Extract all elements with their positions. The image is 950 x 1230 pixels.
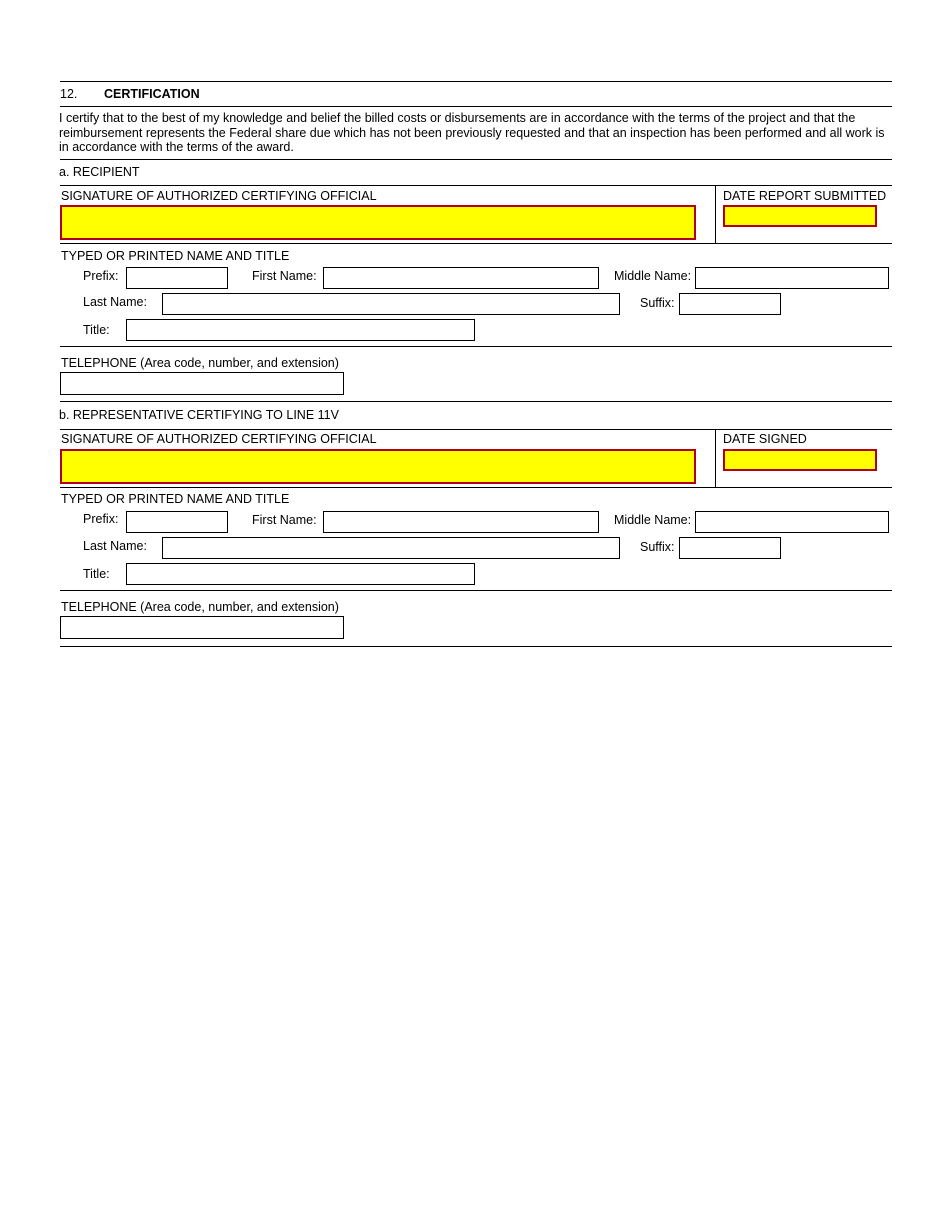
- recipient-name-title-label: TYPED OR PRINTED NAME AND TITLE: [61, 249, 290, 263]
- statement-rule: [60, 159, 892, 160]
- form-bottom-rule: [60, 646, 892, 647]
- representative-telephone-input[interactable]: [60, 616, 344, 639]
- certification-statement: I certify that to the best of my knowledge and belief the billed costs or disbursements are in accordance with the terms of the project and that the reimbursement represents the Federal share due which has not been previously requested and that an inspection has been performed and all work is in accordance with the terms of the award.: [59, 111, 885, 154]
- header-rule: [60, 106, 892, 107]
- recipient-title-label: Title:: [83, 323, 110, 337]
- recipient-first-name-input[interactable]: [323, 267, 599, 289]
- section-title: CERTIFICATION: [104, 87, 200, 101]
- representative-signature-rule: [60, 487, 892, 488]
- recipient-suffix-label: Suffix:: [640, 296, 675, 310]
- recipient-prefix-input[interactable]: [126, 267, 228, 289]
- representative-signature-field[interactable]: [60, 449, 696, 484]
- representative-suffix-input[interactable]: [679, 537, 781, 559]
- section-number: 12.: [60, 87, 78, 101]
- recipient-telephone-input[interactable]: [60, 372, 344, 395]
- representative-prefix-label: Prefix:: [83, 512, 119, 526]
- recipient-first-name-label: First Name:: [252, 269, 317, 283]
- recipient-date-divider: [715, 185, 716, 244]
- representative-signature-label: SIGNATURE OF AUTHORIZED CERTIFYING OFFICIAL: [61, 432, 377, 446]
- representative-middle-name-input[interactable]: [695, 511, 889, 533]
- representative-last-name-input[interactable]: [162, 537, 620, 559]
- representative-suffix-label: Suffix:: [640, 540, 675, 554]
- representative-heading: b. REPRESENTATIVE CERTIFYING TO LINE 11V: [59, 408, 339, 422]
- recipient-signature-rule: [60, 243, 892, 244]
- representative-name-rule: [60, 590, 892, 591]
- recipient-last-name-label: Last Name:: [83, 295, 147, 309]
- representative-name-title-label: TYPED OR PRINTED NAME AND TITLE: [61, 492, 290, 506]
- representative-rule: [60, 429, 892, 430]
- recipient-middle-name-input[interactable]: [695, 267, 889, 289]
- top-rule: [60, 81, 892, 82]
- recipient-middle-name-label: Middle Name:: [614, 269, 692, 283]
- recipient-prefix-label: Prefix:: [83, 269, 119, 283]
- representative-first-name-input[interactable]: [323, 511, 599, 533]
- representative-first-name-label: First Name:: [252, 513, 317, 527]
- recipient-signature-label: SIGNATURE OF AUTHORIZED CERTIFYING OFFICIAL: [61, 189, 377, 203]
- recipient-telephone-label: TELEPHONE (Area code, number, and extension): [61, 356, 339, 370]
- recipient-date-label: DATE REPORT SUBMITTED: [723, 189, 887, 203]
- recipient-suffix-input[interactable]: [679, 293, 781, 315]
- recipient-name-rule: [60, 346, 892, 347]
- recipient-date-field[interactable]: [723, 205, 877, 227]
- representative-date-divider: [715, 429, 716, 487]
- representative-last-name-label: Last Name:: [83, 539, 147, 553]
- representative-prefix-input[interactable]: [126, 511, 228, 533]
- recipient-last-name-input[interactable]: [162, 293, 620, 315]
- representative-title-label: Title:: [83, 567, 110, 581]
- representative-title-input[interactable]: [126, 563, 475, 585]
- representative-date-label: DATE SIGNED: [723, 432, 807, 446]
- representative-telephone-label: TELEPHONE (Area code, number, and extension): [61, 600, 339, 614]
- representative-middle-name-label: Middle Name:: [614, 513, 692, 527]
- representative-date-field[interactable]: [723, 449, 877, 471]
- recipient-heading: a. RECIPIENT: [59, 165, 140, 179]
- recipient-telephone-rule: [60, 401, 892, 402]
- recipient-signature-field[interactable]: [60, 205, 696, 240]
- recipient-rule: [60, 185, 892, 186]
- recipient-title-input[interactable]: [126, 319, 475, 341]
